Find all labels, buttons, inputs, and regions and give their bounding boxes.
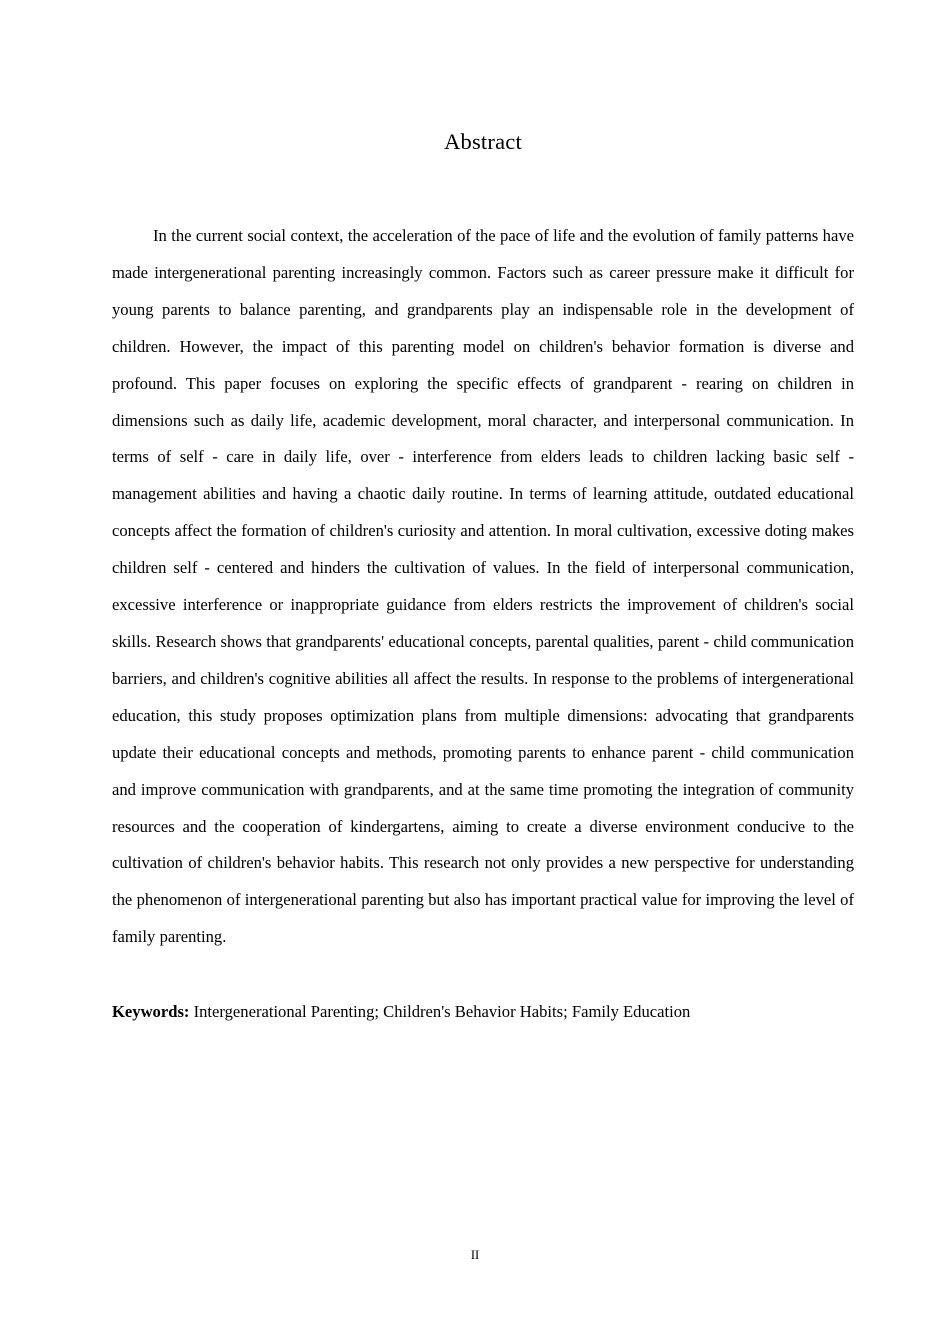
abstract-section: [112, 218, 854, 1031]
keywords-line: [112, 994, 854, 1031]
keywords-label: Keywords:: [112, 1002, 190, 1022]
page-number: II: [470, 1248, 480, 1262]
abstract-paragraph: In the current social context, the acceleration of the pace of life and the evolution of family patterns have made intergenerational parenting increasingly common. Factors such as career pressure make it difficult for young parents to balance parenting, and grandparents play an indispensable role in the development of children. However, the impact of this parenting model on children's behavior formation is diverse and profound. This paper focuses on exploring the specific effects of grandparent - rearing on children in dimensions such as daily life, academic development, moral character, and interpersonal communication. In terms of self - care in daily life, over - interference from elders leads to children lacking basic self - management abilities and having a chaotic daily routine. In terms of learning attitude, outdated educational concepts affect the formation of children's curiosity and attention. In moral cultivation, excessive doting makes children self - centered and hinders the cultivation of values. In the field of interpersonal communication, excessive interference or inappropriate guidance from elders restricts the improvement of children's social skills. Research shows that grandparents' educational concepts, parental qualities, parent - child communication barriers, and children's cognitive abilities all affect the results. In response to the problems of intergenerational education, this study proposes optimization plans from multiple dimensions: advocating that grandparents update their educational concepts and methods, promoting parents to enhance parent - child communication and improve communication with grandparents, and at the same time promoting the integration of community resources and the cooperation of kindergartens, aiming to create a diverse environment conducive to the cultivation of children's behavior habits. This research not only provides a new perspective for understanding the phenomenon of intergenerational parenting but also has important practical value for improving the level of family parenting.: [112, 226, 854, 947]
page-content-area: [112, 0, 854, 1048]
keywords-value: Intergenerational Parenting; Children's Behavior Habits; Family Education: [193, 1002, 691, 1022]
page-title: Abstract: [444, 129, 522, 154]
